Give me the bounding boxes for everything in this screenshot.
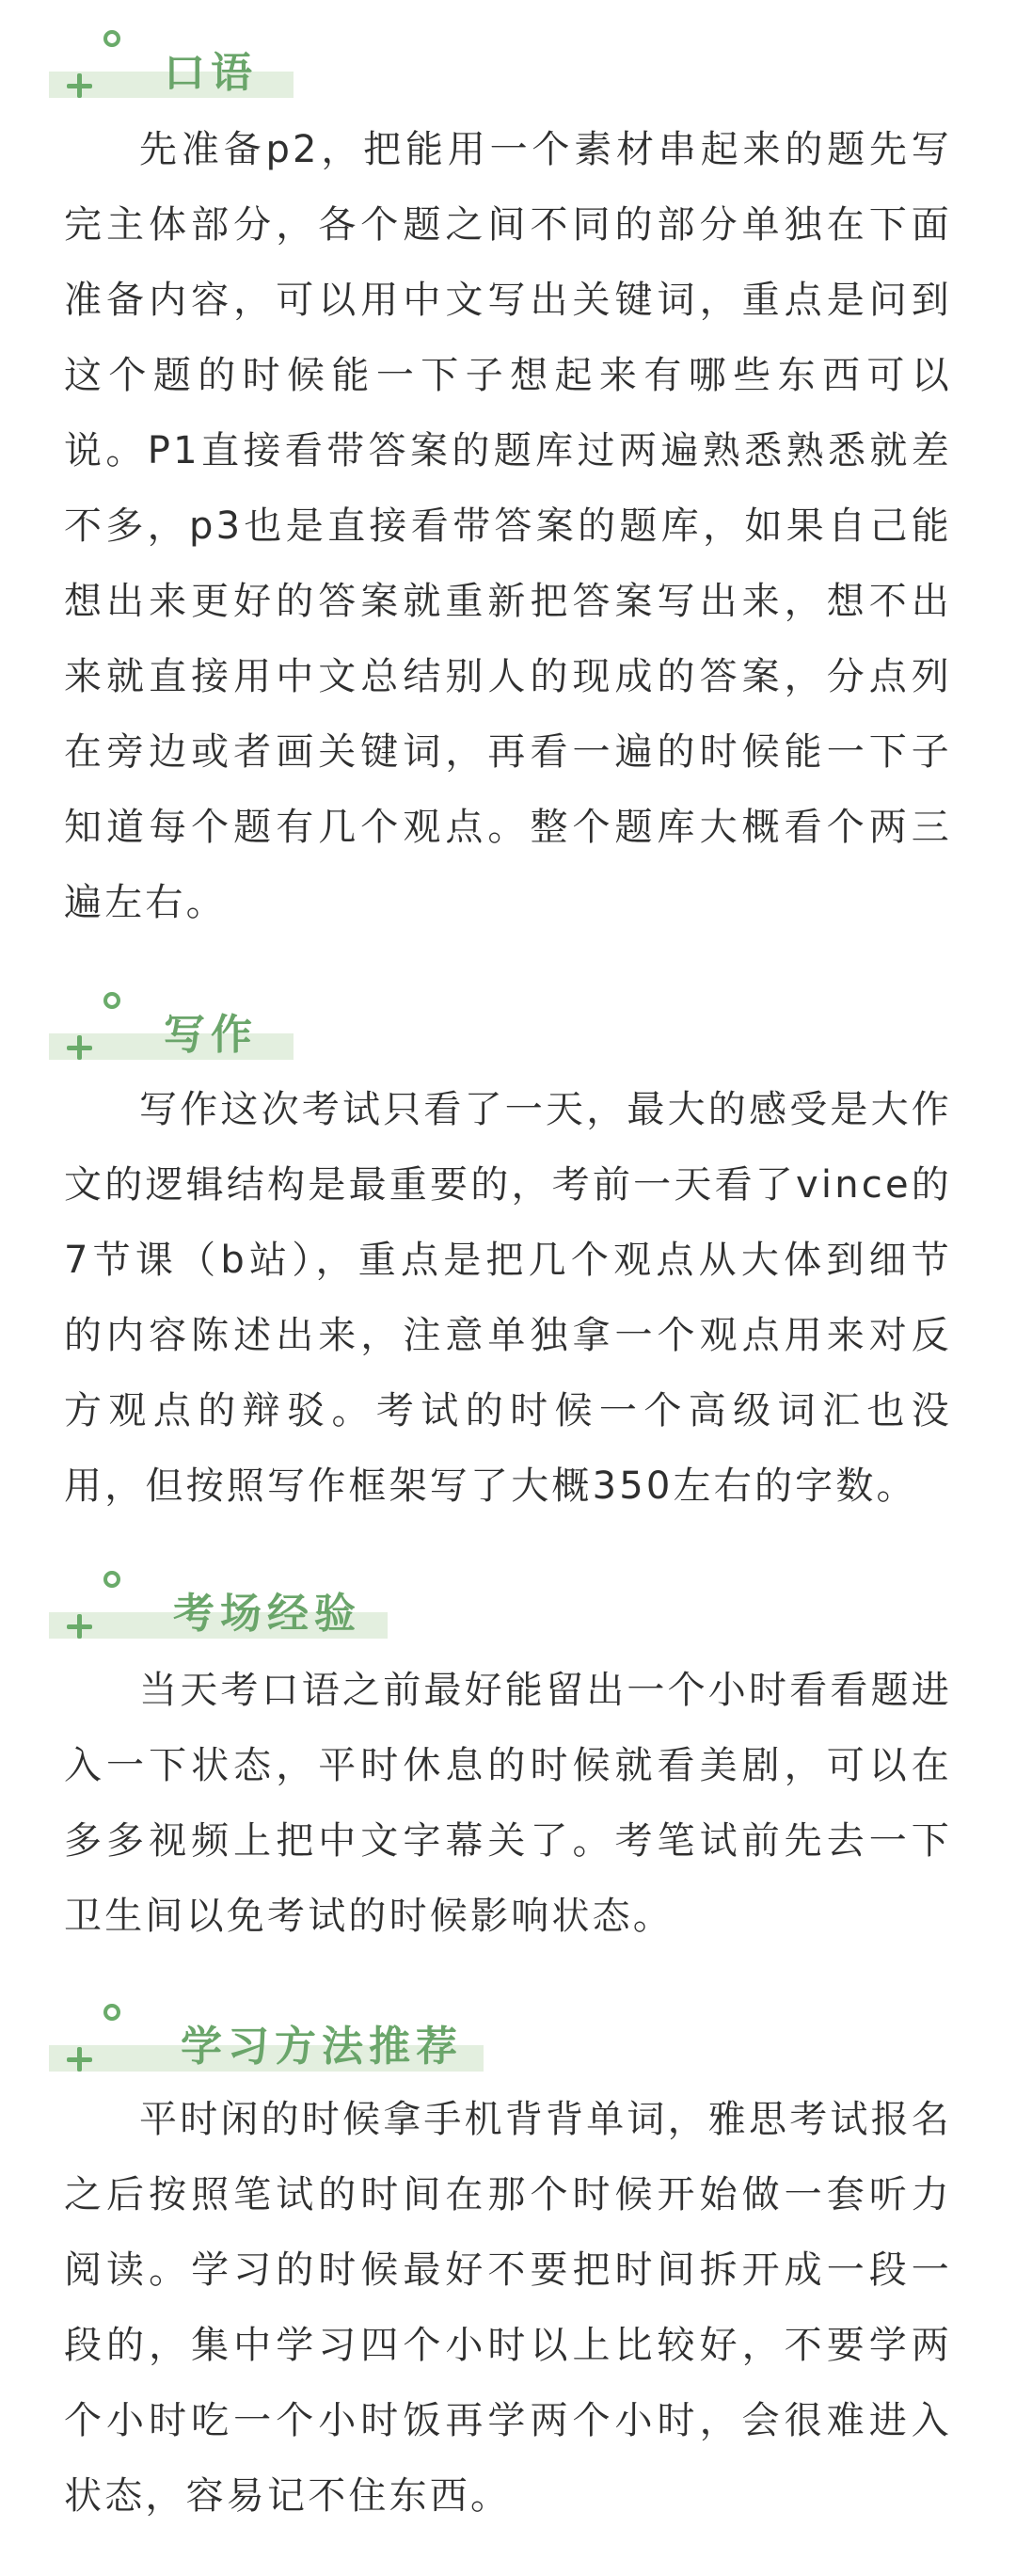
circle-icon	[103, 2004, 120, 2021]
circle-icon	[103, 1571, 120, 1588]
plus-icon	[64, 1610, 94, 1640]
section-heading	[49, 28, 322, 104]
plus-icon	[64, 1032, 94, 1062]
circle-icon	[103, 30, 120, 47]
section-paragraph: 写作这次考试只看了一天，最大的感受是大作文的逻辑结构是最重要的，考前一天看了vince的7节课（b站），重点是把几个观点从大体到细节的内容陈述出来，注意单独拿一个观点用来对反方观点的辩驳。考试的时候一个高级词汇也没用，但按照写作框架写了大概350左右的字数。	[64, 1088, 952, 1508]
section-heading	[49, 2002, 491, 2077]
section-title: 写作	[164, 1011, 258, 1059]
section-title: 口语	[164, 49, 258, 97]
plus-icon	[64, 2043, 94, 2073]
circle-icon	[103, 992, 120, 1009]
section-title: 考场经验	[173, 1590, 361, 1638]
section-heading	[49, 990, 322, 1065]
section-paragraph: 平时闲的时候拿手机背背单词，雅思考试报名之后按照笔试的时间在那个时候开始做一套听力阅读。学习的时候最好不要把时间拆开成一段一段的，集中学习四个小时以上比较好，不要学两个小时吃一个小时饭再学两个小时，会很难进入状态，容易记不住东西。	[64, 2098, 952, 2518]
section-paragraph: 先准备p2，把能用一个素材串起来的题先写完主体部分，各个题之间不同的部分单独在下面准备内容，可以用中文写出关键词，重点是问到这个题的时候能一下子想起来有哪些东西可以说。P1直接看带答案的题库过两遍熟悉熟悉就差不多，p3也是直接看带答案的题库，如果自己能想出来更好的答案就重新把答案写出来，想不出来就直接用中文总结别人的现成的答案，分点列在旁边或者画关键词，再看一遍的时候能一下子知道每个题有几个观点。整个题库大概看个两三遍左右。	[64, 128, 952, 924]
plus-icon	[64, 70, 94, 100]
section-heading	[49, 1569, 406, 1644]
section-paragraph: 当天考口语之前最好能留出一个小时看看题进入一下状态，平时休息的时候就看美剧，可以在多多视频上把中文字幕关了。考笔试前先去一下卫生间以免考试的时候影响状态。	[64, 1669, 952, 1938]
section-title: 学习方法推荐	[181, 2023, 463, 2071]
